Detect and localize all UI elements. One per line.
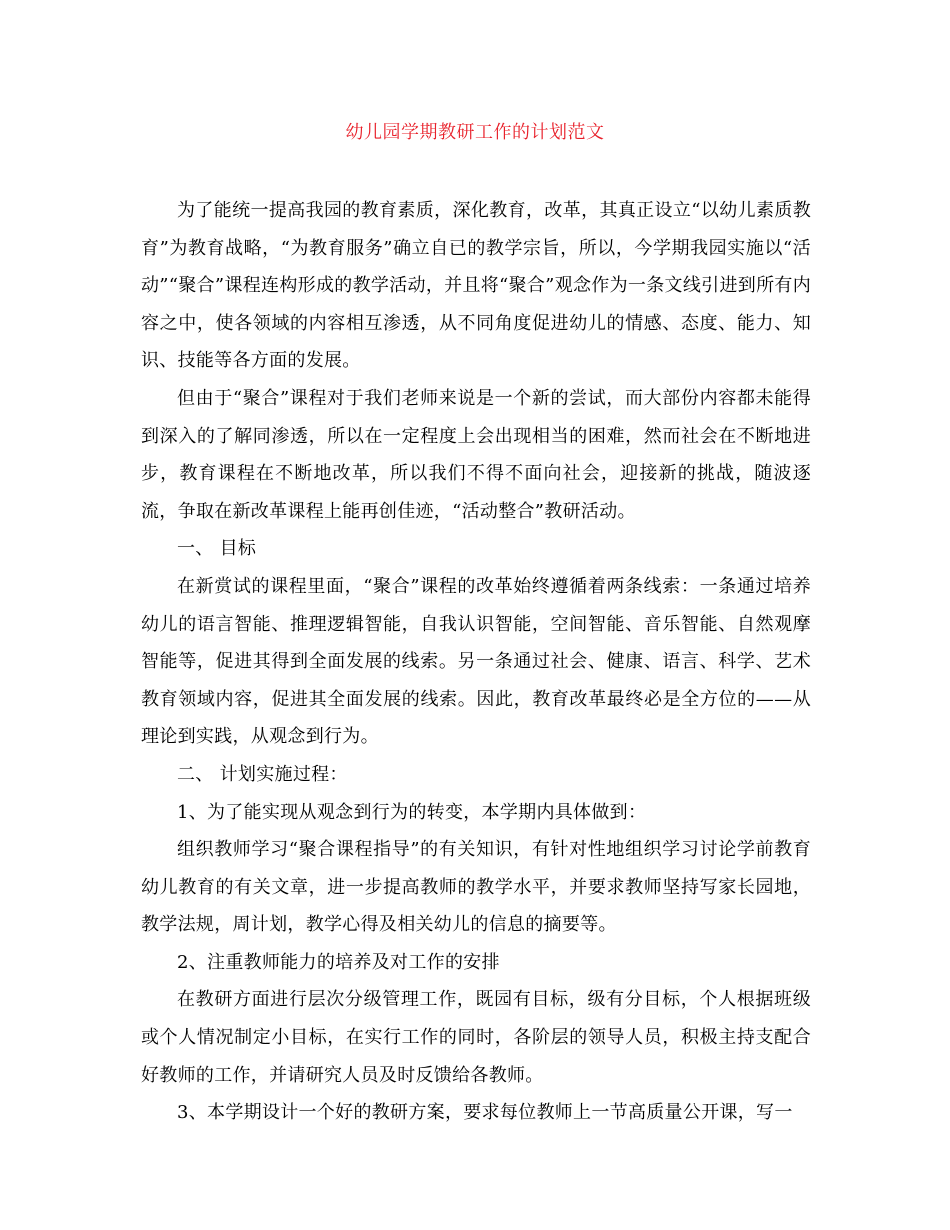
paragraph: 但由于“聚合”课程对于我们老师来说是一个新的尝试，而大部份内容都未能得到深入的了解同渗透，所以在一定程度上会出现相当的困难，然而社会在不断地进步，教育课程在不断地改革，所以我们不得不面向社会，迎接新的挑战，随波逐流，争取在新改革课程上能再创佳迹，“活动整合”教研活动。: [141, 387, 811, 522]
document-title: 幼儿园学期教研工作的计划范文: [345, 122, 605, 143]
section-heading: 一、 目标: [177, 538, 257, 560]
list-item: 2、注重教师能力的培养及对工作的安排: [177, 951, 500, 973]
paragraph: 在新赏试的课程里面，“聚合”课程的改革始终遵循着两条线索：一条通过培养幼儿的语言智能、推理逻辑智能，自我认识智能，空间智能、音乐智能、自然观摩智能等，促进其得到全面发展的线索。另一条通过社会、健康、语言、科学、艺术教育领域内容，促进其全面发展的线索。因此，教育改革最终必是全方位的——从理论到实践，从观念到行为。: [141, 575, 811, 748]
paragraph: 在教研方面进行层次分级管理工作，既园有目标，级有分目标，个人根据班级或个人情况制定小目标，在实行工作的同时，各阶层的领导人员，积极主持支配合好教师的工作，并请研究人员及时反馈给各教师。: [141, 989, 811, 1086]
paragraph: 组织教师学习“聚合课程指导”的有关知识，有针对性地组织学习讨论学前教育幼儿教育的有关文章，进一步提高教师的教学水平，并要求教师坚持写家长园地，教学法规，周计划，教学心得及相关幼儿的信息的摘要等。: [141, 839, 811, 936]
document-body: [141, 192, 811, 1132]
section-heading: 二、 计划实施过程：: [177, 763, 348, 785]
list-item: 1、为了能实现从观念到行为的转变，本学期内具体做到：: [177, 801, 647, 823]
paragraph: 为了能统一提高我园的教育素质，深化教育，改革，其真正设立“以幼儿素质教育”为教育战略，“为教育服务”确立自已的教学宗旨，所以，今学期我园实施以“活动”“聚合”课程连构形成的教学活动，并且将“聚合”观念作为一条文线引进到所有内容之中，使各领域的内容相互渗透，从不同角度促进幼儿的情感、态度、能力、知识、技能等各方面的发展。: [141, 200, 811, 372]
list-item: 3、本学期设计一个好的教研方案，要求每位教师上一节高质量公开课，写一: [177, 1102, 793, 1124]
